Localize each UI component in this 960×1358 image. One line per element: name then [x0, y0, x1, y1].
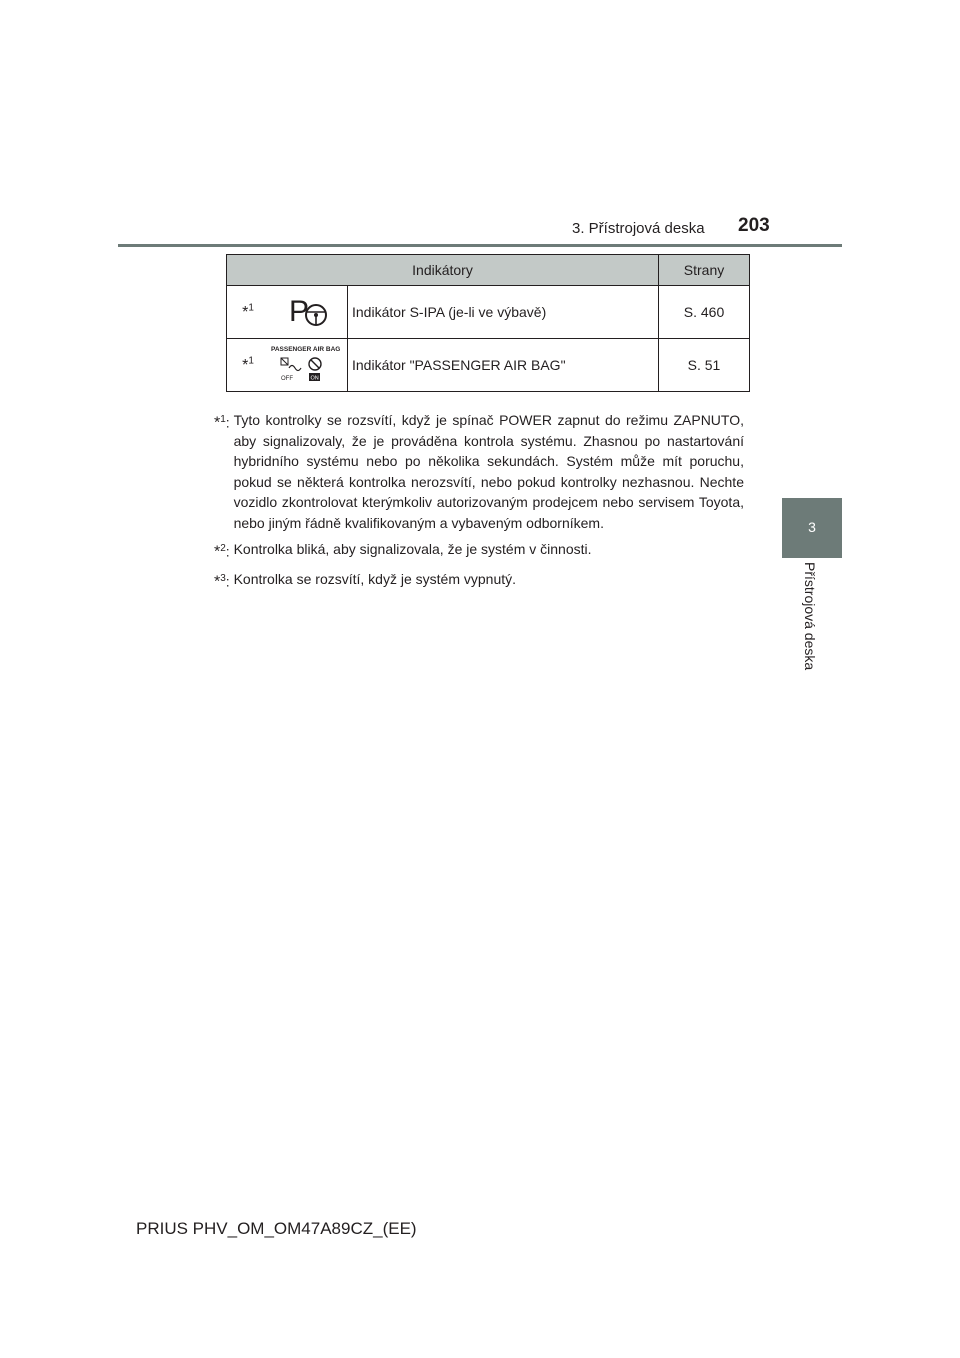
footnote-mark: *$^1$: [227, 286, 270, 339]
table-row: [227, 286, 750, 339]
footnote: [214, 539, 744, 563]
document-id-footer: PRIUS PHV_OM_OM47A89CZ_(EE): [136, 1219, 417, 1238]
page-reference: S. 51: [659, 339, 750, 392]
indicators-column-header: Indikátory: [227, 255, 659, 286]
pages-column-header: Strany: [659, 255, 750, 286]
running-header-section: 3. Přístrojová deska: [572, 220, 705, 237]
footnotes: [214, 410, 744, 599]
chapter-tab-number: 3: [808, 519, 816, 535]
table-header-row: [227, 255, 750, 286]
passenger-air-bag-indicator-icon: [269, 339, 348, 392]
table-row: [227, 339, 750, 392]
indicator-table: [226, 254, 750, 392]
footnote-key: *$^2$:: [214, 543, 234, 561]
indicator-description: Indikátor S-IPA (je-li ve výbavě): [348, 286, 659, 339]
footnote-text: Kontrolka bliká, aby signalizovala, že je systém v činnosti.: [233, 541, 592, 557]
page-number: 203: [738, 215, 770, 236]
footnote-mark: *$^1$: [227, 339, 270, 392]
header-divider: [118, 244, 842, 247]
s-ipa-indicator-icon: [269, 286, 348, 339]
footnote-text: Kontrolka se rozsvítí, když je systém vypnutý.: [233, 571, 517, 588]
indicator-description: Indikátor "PASSENGER AIR BAG": [348, 339, 659, 392]
footnote: [214, 569, 744, 593]
footnote-key: *$^1$:: [214, 414, 234, 432]
svg-text:P: P: [289, 294, 310, 328]
footnote-text: Tyto kontrolky se rozsvítí, když je spínač POWER zapnut do režimu ZAPNUTO, aby signalizovaly, že je prováděna kontrola systému. Zhasnou po nastartování hybridního systému nebo po několika sekundách. Systém může mít poruchu, pokud se některá kontrolka nerozsvítí, nebo pokud kontrolky nezhasnou. Nechte vozidlo zkontrolovat kterýmkoliv autorizovaným prodejcem nebo servisem Toyota, nebo jiným řádně kvalifikovaným a vybaveným odborníkem.: [233, 412, 744, 531]
footnote-key: *$^3$:: [214, 573, 234, 591]
chapter-tab-label: Přístrojová deska: [802, 562, 818, 671]
page-reference: S. 460: [659, 286, 750, 339]
footnote: [214, 410, 744, 533]
svg-text:ON: ON: [310, 375, 319, 381]
chapter-tab: [782, 498, 842, 558]
svg-text:OFF: OFF: [281, 375, 293, 382]
svg-text:PASSENGER AIR BAG: PASSENGER AIR BAG: [271, 345, 341, 353]
